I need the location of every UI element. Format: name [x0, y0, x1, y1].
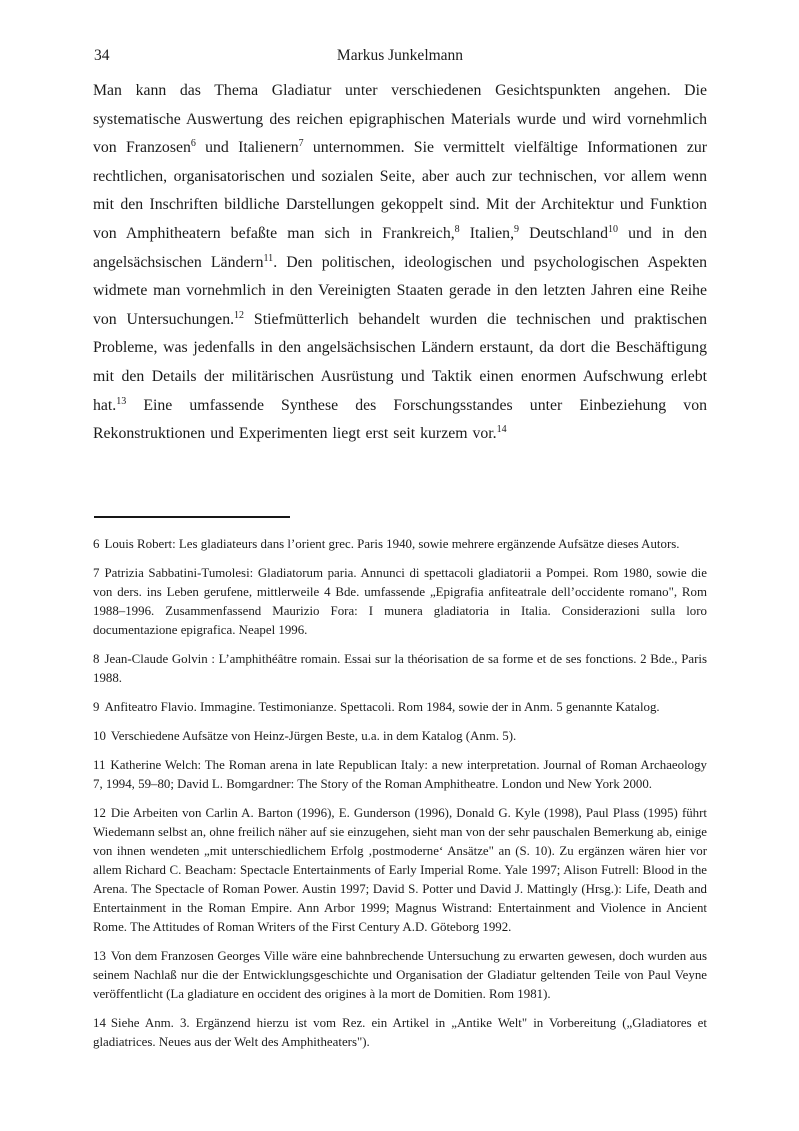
footnote-ref: 9	[514, 223, 520, 235]
footnote-ref: 10	[608, 223, 619, 235]
footnote-6	[93, 535, 707, 554]
footnote-text: Patrizia Sabbatini-Tumolesi: Gladiatorum paria. Annunci di spettacoli gladiatorii a Pompei. Rom 1980, sowie die von ders. ins Leben gerufene, mittlerweile 4 Bde. umfassende „Epigrafia anfiteatrale dell’occidente romano", Rom 1988–1996. Zusammenfassend Maurizio Fora: I munera gladiatoria in Italia. Considerazioni sulla loro documentazione epigrafica. Neapel 1996.	[93, 566, 707, 637]
footnote-text: Die Arbeiten von Carlin A. Barton (1996), E. Gunderson (1996), Donald G. Kyle (1998), Paul Plass (1995) führt Wiedemann selbst an, ohne freilich näher auf sie einzugehen, sieht man von der sehr pauschalen Bemerkung ab, einige von ihnen wendeten „mit unterschiedlichem Erfolg ‚postmoderne‘ Ansätze" an (S. 10). Zu ergänzen wären hier vor allem Richard C. Beacham: Spectacle Entertainments of Early Imperial Rome. Yale 1997; Alison Futrell: Blood in the Arena. The Spectacle of Roman Power. Austin 1997; David S. Potter und David J. Mattingly (Hrsg.): Life, Death and Entertainment in the Roman Empire. Ann Arbor 1999; Magnus Wistrand: Entertainment and Violence in Ancient Rome. The Attitudes of Roman Writers of the First Century A.D. Göteborg 1992.	[93, 806, 707, 934]
footnote-number: 12	[93, 806, 106, 820]
footnote-ref: 8	[454, 223, 460, 235]
footnote-number: 14	[93, 1016, 106, 1030]
footnote-text: Jean-Claude Golvin : L’amphithéâtre romain. Essai sur la théorisation de sa forme et de ses fonctions. 2 Bde., Paris 1988.	[93, 652, 707, 685]
footnote-ref: 7	[298, 138, 304, 150]
footnote-ref: 6	[190, 138, 196, 150]
footnote-7	[93, 564, 707, 640]
footnote-ref: 14	[496, 424, 507, 436]
footnote-number: 7	[93, 566, 100, 580]
footnote-text: Katherine Welch: The Roman arena in late Republican Italy: a new interpretation. Journal of Roman Archaeology 7, 1994, 59–80; David L. Bomgardner: The Story of the Roman Amphitheatre. London und New York 2000.	[93, 758, 707, 791]
footnote-11	[93, 756, 707, 794]
footnote-ref: 11	[263, 252, 274, 264]
page-header	[93, 46, 707, 66]
running-head: Markus Junkelmann	[336, 47, 464, 64]
main-paragraph: Man kann das Thema Gladiatur unter verschiedenen Gesichtspunkten angehen. Die systematische Auswertung des reichen epigraphischen Materials wurde und wird vornehmlich von Franzosen$^6$ und Italienern$^7$ unternommen. Sie vermittelt vielfältige Informationen zur rechtlichen, organisatorischen und sozialen Seite, aber auch zur technischen, vor allem wenn mit den Inschriften bildliche Darstellungen gekoppelt sind. Mit der Architektur und Funktion von Amphitheatern befaßte man sich in Frankreich,$^8$ Italien,$^9$ Deutschland$^{10}$ und in den angelsächsischen Ländern$^{11}$. Den politischen, ideologischen und psychologischen Aspekten widmete man vornehmlich in den Vereinigten Staaten gerade in den letzten Jahren eine Reihe von Untersuchungen.$^{12}$ Stiefmütterlich behandelt wurden die technischen und praktischen Probleme, was jedenfalls in den angelsächsischen Ländern erstaunt, da dort die Beschäftigung mit den Details der militärischen Ausrüstung und Taktik einen enormen Aufschwung erlebt hat.$^{13}$ Eine umfassende Synthese des Forschungsstandes unter Einbeziehung von Rekonstruktionen und Experimenten liegt erst seit kurzem vor.$^{14}$	[93, 82, 708, 443]
footnote-ref: 12	[234, 309, 245, 321]
footnote-9	[93, 698, 707, 717]
footnote-text: Louis Robert: Les gladiateurs dans l’orient grec. Paris 1940, sowie mehrere ergänzende Aufsätze dieses Autors.	[104, 537, 680, 551]
footnote-8	[93, 650, 707, 688]
footnote-number: 10	[93, 729, 106, 743]
footnote-number: 13	[93, 949, 106, 963]
footnote-13	[93, 947, 707, 1004]
footnote-text: Anfiteatro Flavio. Immagine. Testimonianze. Spettacoli. Rom 1984, sowie der in Anm. 5 genannte Katalog.	[104, 700, 660, 714]
footnote-separator-rule	[94, 516, 290, 518]
footnote-text: Siehe Anm. 3. Ergänzend hierzu ist vom Rez. ein Artikel in „Antike Welt" in Vorbereitung („Gladiatores et gladiatrices. Neues aus der Welt des Amphitheaters").	[93, 1016, 707, 1049]
footnote-number: 9	[93, 700, 100, 714]
footnote-number: 8	[93, 652, 100, 666]
footnote-number: 6	[93, 537, 100, 551]
footnote-number: 11	[93, 758, 106, 772]
footnote-text: Von dem Franzosen Georges Ville wäre eine bahnbrechende Untersuchung zu erwarten gewesen, doch wurden aus seinem Nachlaß nur die der Entwicklungsgeschichte und Organisation der Gladiatur geltenden Teile von Paul Veyne veröffentlicht (La gladiature en occident des origines à la mort de Domitien. Rom 1981).	[93, 949, 707, 1001]
footnote-12	[93, 804, 707, 937]
footnote-10	[93, 727, 707, 746]
page-number: 34	[94, 47, 110, 64]
footnote-section	[93, 516, 707, 1062]
footnote-ref: 13	[116, 395, 127, 407]
footnote-text: Verschiedene Aufsätze von Heinz-Jürgen Beste, u.a. in dem Katalog (Anm. 5).	[110, 729, 517, 743]
footnote-14	[93, 1014, 707, 1052]
